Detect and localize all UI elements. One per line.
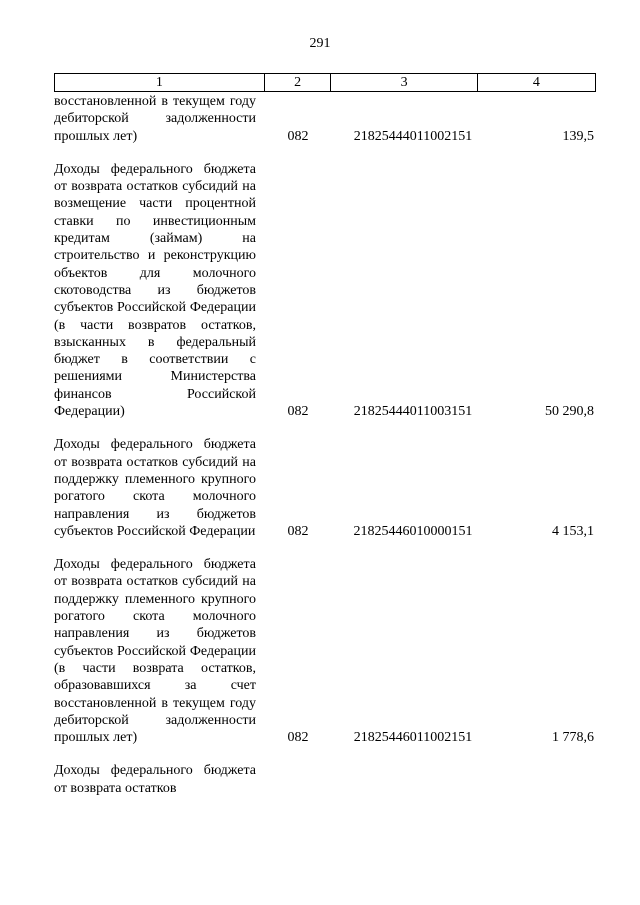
column-header-3: 3 [331,74,477,91]
row-amount: 139,5 [562,128,594,144]
row-classification-code: 21825444011002151 [353,128,473,144]
table-row [54,556,594,746]
row-description: Доходы федерального бюджета от возврата остатков [54,763,256,796]
row-classification-code: 21825446011002151 [353,730,473,746]
row-admin-code: 082 [287,128,309,144]
row-description: Доходы федерального бюджета от возврата остатков субсидий на возмещение части процентной ставки по инвестиционным кредитам (займам) на строительство и реконструкцию объектов для молочного скотоводства из бюджетов субъектов Российской Федерации (в части возвратов остатков, взысканных в федеральный бюджет в соответствии с решениями Министерства финансов Российской Федерации) [54,161,256,420]
row-description: восстановленной в текущем году дебиторской задолженности прошлых лет) [54,94,256,144]
column-header-4: 4 [532,75,540,90]
page-number: 291 [309,36,331,51]
row-admin-code: 082 [287,730,309,746]
row-admin-code: 082 [287,404,309,420]
column-header-1: 1 [55,74,265,91]
row-description: Доходы федерального бюджета от возврата остатков субсидий на поддержку племенного крупного рогатого скота молочного направления из бюджетов субъектов Российской Федерации [54,437,256,539]
row-classification-code: 21825444011003151 [353,404,473,420]
row-amount: 4 153,1 [552,523,594,539]
table-row [54,93,594,145]
table-body [54,93,594,813]
row-amount: 1 778,6 [552,730,594,746]
table-row [54,762,594,797]
column-header-2: 2 [265,74,332,91]
row-classification-code: 21825446010000151 [353,523,473,539]
row-description: Доходы федерального бюджета от возврата остатков субсидий на поддержку племенного крупного рогатого скота молочного направления из бюджетов субъектов Российской Федерации (в части возврата остатков, образовавшихся за счет восстановленной в текущем году дебиторской задолженности прошлых лет) [54,557,256,746]
table-header-row [54,73,596,92]
table-row [54,436,594,540]
table-row [54,161,594,420]
row-admin-code: 082 [287,523,309,539]
row-amount: 50 290,8 [545,404,594,420]
